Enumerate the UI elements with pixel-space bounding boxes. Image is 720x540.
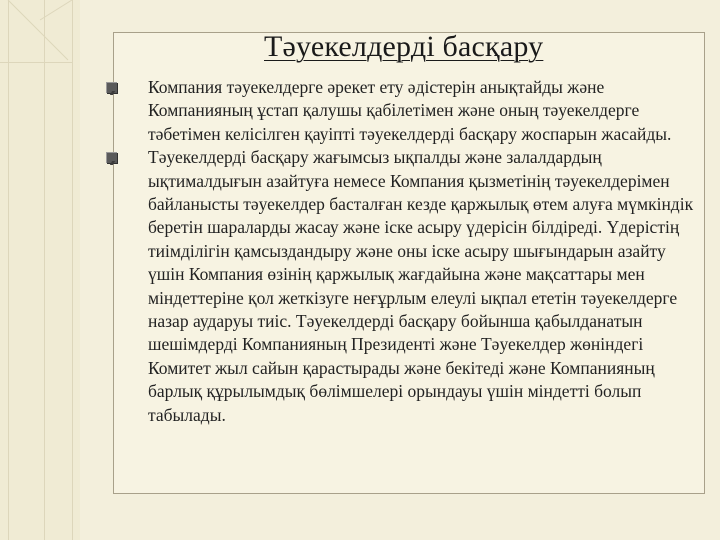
decorative-diagonal [0,0,80,80]
checkbox-bullet-icon [106,152,117,163]
decorative-line [8,0,9,540]
bullet-item [112,76,704,146]
decorative-line [44,0,45,540]
bullet-list [112,76,704,427]
bullet-text: Компания тәуекелдерге әрекет ету әдістерін анықтайды және Компанияның ұстап қалушы қабілетімен және оның тәуекелдерге тәбетімен келісілген қауіпті тәуекелдерді басқару жоспарын жасайды. [148,77,672,144]
bullet-text: Тәуекелдерді басқару жағымсыз ықпалды және залалдардың ықтималдығын азайтуға немесе Компания қызметінің тәуекелдерімен байланысты тәуекелдер басталған кезде қаржылық өтем алуға мүмкіндік беретін шараларды жасау және іске асыру үдерісін білдіреді. Үдерістің тиімділігін қамсыздандыру және оны іске асыру шығындарын азайту үшін Компания өзінің қаржылық жағдайына және мақсаттары мен міндеттеріне қол жеткізуге неғұрлым елеулі ықпал ететін тәуекелдерге назар аударуы тиіс. Тәуекелдерді басқару бойынша қабылданатын шешімдерді Компанияның Президенті және Тәуекелдер жөніндегі Комитет жыл сайын қарастырады және бекітеді және Компанияның барлық құрылымдық бөлімшелері орындауы үшін міндетті болып табылады. [148,147,694,425]
bullet-item [112,146,704,427]
slide-title: Тәуекелдерді басқару [264,30,544,63]
decorative-side-strip [0,0,80,540]
checkbox-bullet-icon [106,82,117,93]
decorative-line [72,0,73,540]
